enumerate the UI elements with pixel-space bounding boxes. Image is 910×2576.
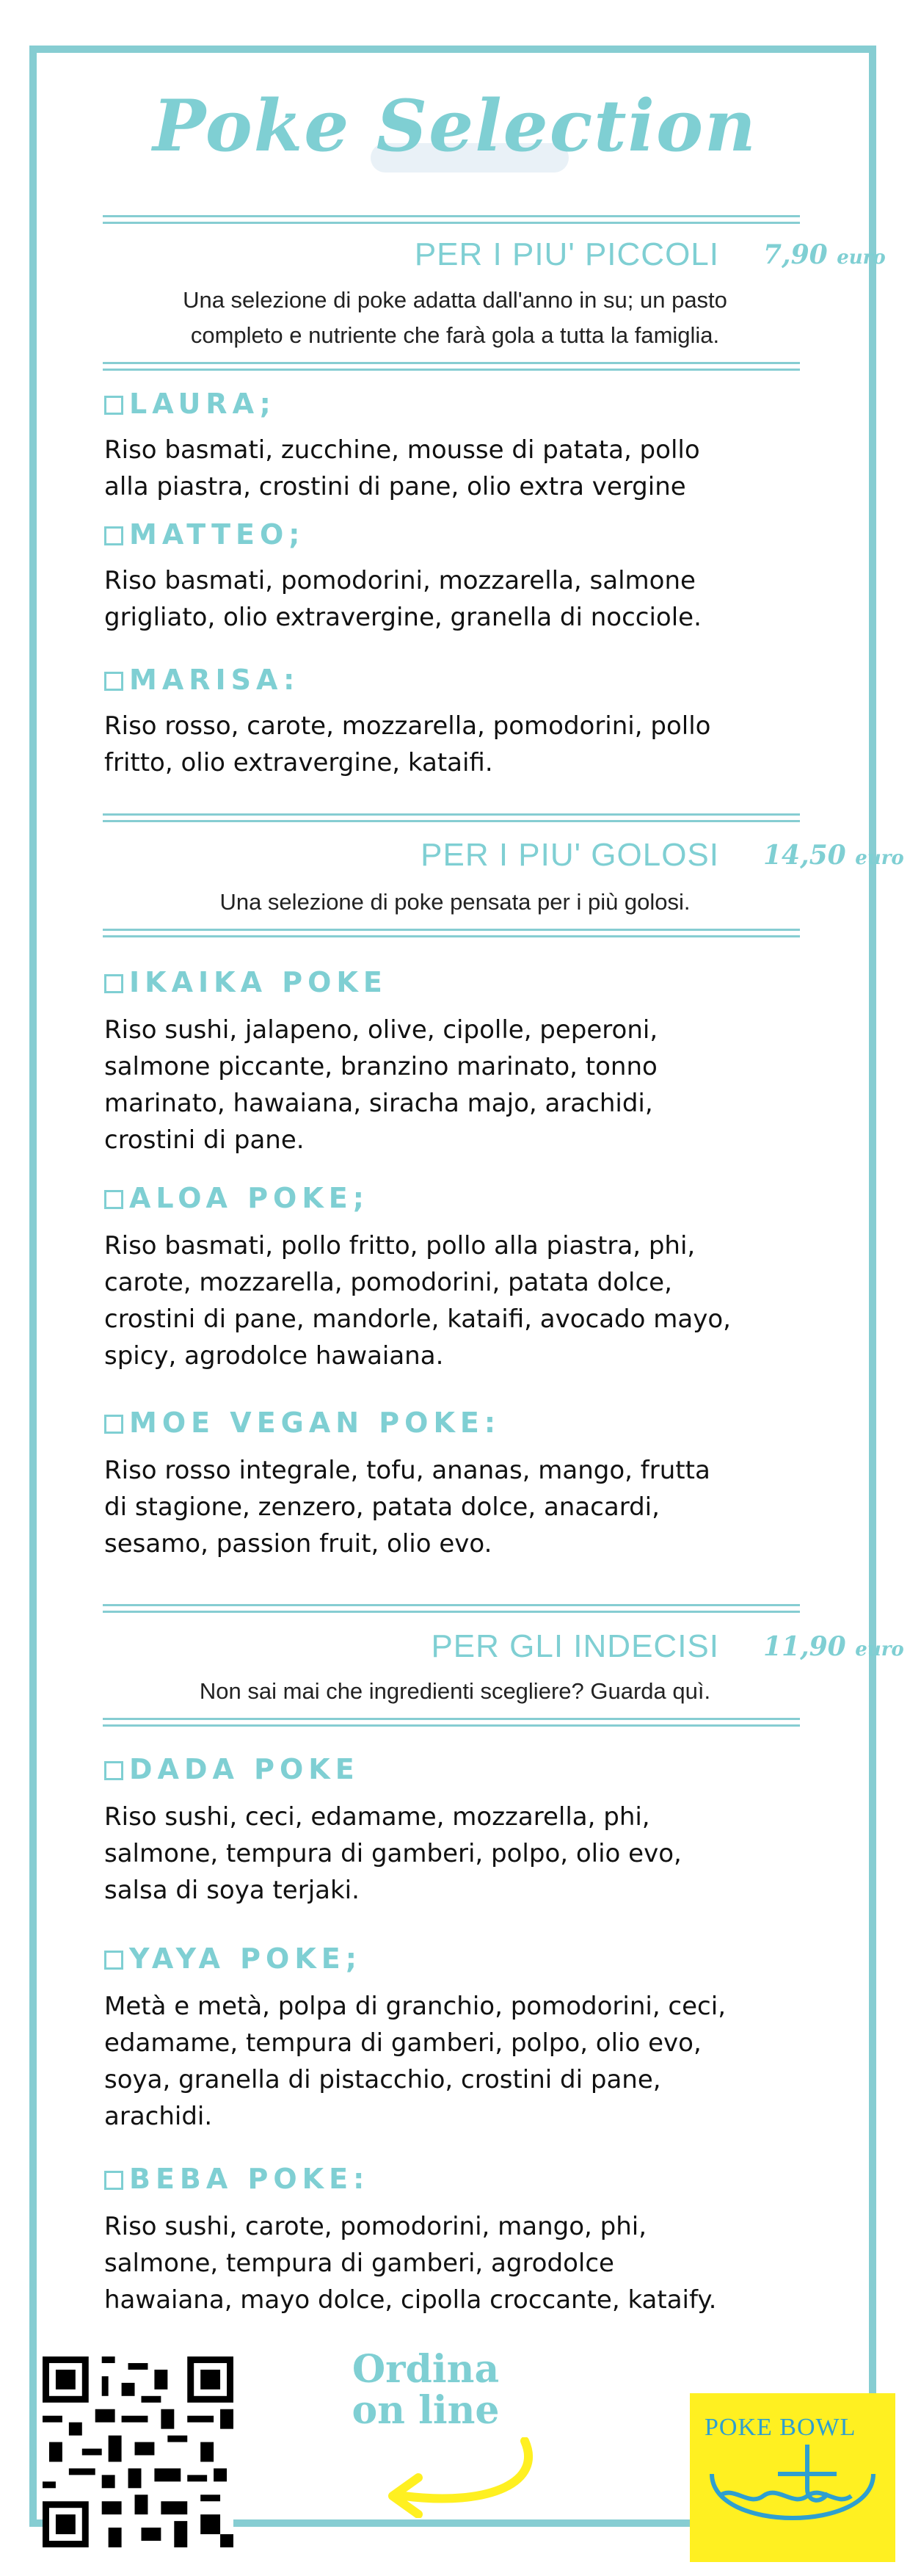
section-title: PER GLI INDECISI	[431, 1628, 719, 1664]
logo-text: POKE BOWL	[705, 2414, 856, 2441]
title-block	[0, 84, 910, 167]
checkbox-icon	[104, 1415, 123, 1434]
checkbox-icon	[104, 1761, 123, 1780]
checkbox-icon	[104, 974, 123, 993]
menu-item-name: LAURA;	[104, 388, 276, 420]
menu-item-description: Riso rosso integrale, tofu, ananas, mango, frutta di stagione, zenzero, patata dolce, anacardi, sesamo, passion fruit, olio evo.	[104, 1456, 710, 1559]
menu-item-name: MATTEO;	[104, 518, 305, 551]
menu-item-description: Riso rosso, carote, mozzarella, pomodorini, pollo fritto, olio extravergine, kataifi.	[104, 711, 711, 777]
menu-item-name: MOE VEGAN POKE:	[104, 1407, 500, 1439]
menu-item-name: MARISA:	[104, 664, 299, 696]
page-title: Poke Selection	[153, 84, 757, 167]
order-online-link[interactable]	[308, 2349, 543, 2431]
section-divider	[103, 215, 800, 224]
menu-item-description: Riso sushi, jalapeno, olive, cipolle, peperoni, salmone piccante, branzino marinato, tonno marinato, hawaiana, siracha majo, arachidi, crostini di pane.	[104, 1015, 658, 1155]
section-description: Non sai mai che ingredienti scegliere? Guarda quì.	[199, 1678, 711, 1704]
checkbox-icon	[104, 2171, 123, 2190]
menu-item-name: BEBA POKE:	[104, 2163, 369, 2195]
section-divider	[103, 813, 800, 822]
menu-item-description: Metà e metà, polpa di granchio, pomodorini, ceci, edamame, tempura di gamberi, polpo, olio evo, soya, granella di pistacchio, crostini di pane, arachidi.	[104, 1992, 726, 2131]
checkbox-icon	[104, 1951, 123, 1970]
section-divider	[103, 1604, 800, 1613]
brand-logo	[690, 2393, 895, 2562]
menu-item-description: Riso sushi, carote, pomodorini, mango, phi, salmone, tempura di gamberi, agrodolce hawaiana, mayo dolce, cipolla croccante, kataify.	[104, 2212, 717, 2315]
checkbox-icon	[104, 672, 123, 691]
checkbox-icon	[104, 1190, 123, 1209]
section-price: 7,90 euro	[763, 239, 886, 270]
menu-item-name: DADA POKE	[104, 1753, 360, 1785]
order-line-2: on line	[352, 2388, 500, 2433]
section-description: Una selezione di poke pensata per i più golosi.	[219, 889, 691, 915]
bowl-icon	[705, 2445, 881, 2555]
checkbox-icon	[104, 396, 123, 415]
section-title: PER I PIU' PICCOLI	[414, 236, 719, 272]
section-description: Una selezione di poke adatta dall'anno in su; un pasto completo e nutriente che farà gola a tutta la famiglia.	[183, 287, 727, 348]
section-divider	[103, 362, 800, 371]
section-price: 14,50 euro	[763, 840, 904, 871]
menu-item-description: Riso basmati, zucchine, mousse di patata, pollo alla piastra, crostini di pane, olio extra vergine	[104, 435, 700, 501]
section-price: 11,90 euro	[763, 1631, 904, 1662]
menu-item-description: Riso basmati, pomodorini, mozzarella, salmone grigliato, olio extravergine, granella di nocciole.	[104, 566, 702, 632]
section-title: PER I PIU' GOLOSI	[421, 837, 719, 873]
section-divider	[103, 929, 800, 937]
menu-item-name: YAYA POKE;	[104, 1942, 362, 1975]
menu-item-description: Riso basmati, pollo fritto, pollo alla piastra, phi, carote, mozzarella, pomodorini, patata dolce, crostini di pane, mandorle, kataifi, avocado mayo, spicy, agrodolce hawaiana.	[104, 1231, 731, 1371]
menu-item-name: ALOA POKE;	[104, 1182, 369, 1214]
section-divider	[103, 1718, 800, 1727]
menu-item-name: IKAIKA POKE	[104, 966, 387, 998]
section-header	[103, 837, 904, 888]
menu-item-description: Riso sushi, ceci, edamame, mozzarella, phi, salmone, tempura di gamberi, polpo, olio evo, salsa di soya terjaki.	[104, 1802, 682, 1905]
section-header	[103, 236, 886, 288]
order-line-1: Ordina	[352, 2347, 500, 2392]
section-header	[103, 1628, 904, 1680]
checkbox-icon	[104, 526, 123, 545]
curved-arrow-icon	[374, 2437, 550, 2518]
qr-code-icon[interactable]	[43, 2357, 233, 2547]
